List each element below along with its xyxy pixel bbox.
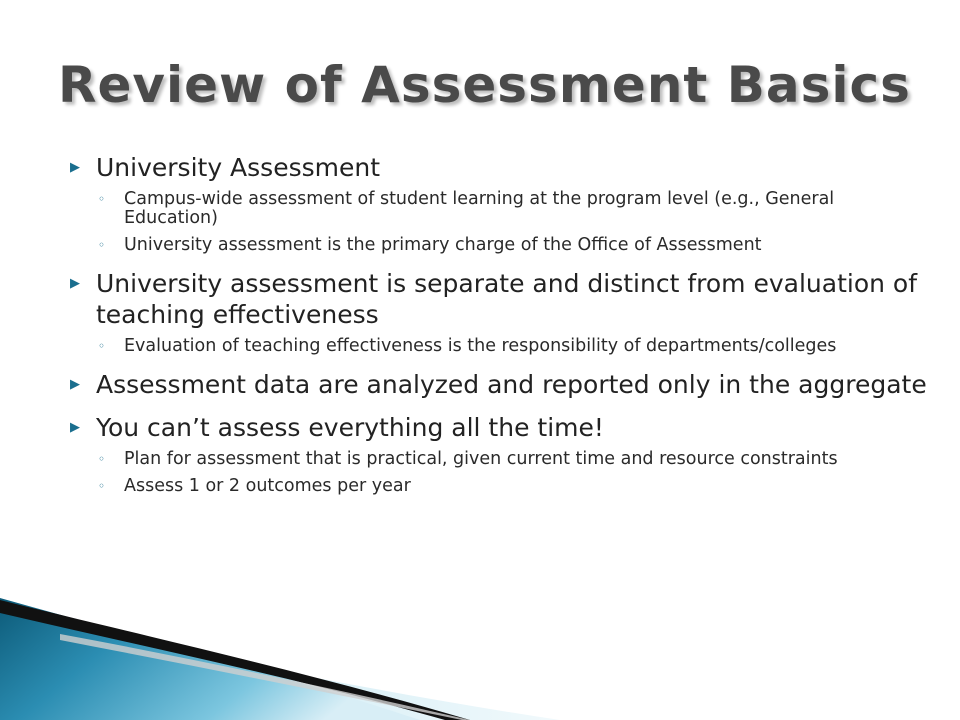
sub-bullet-item [70, 190, 930, 228]
triangle-bullet-icon: ▶ [70, 420, 80, 435]
circle-bullet-icon: ◦ [98, 479, 106, 493]
sub-bullet-text: Evaluation of teaching effectiveness is the responsibility of departments/colleges [124, 336, 837, 356]
sub-bullet-text: University assessment is the primary charge of the Office of Assessment [124, 235, 762, 255]
bullet-list [70, 152, 930, 496]
triangle-bullet-icon: ▶ [70, 276, 80, 291]
sub-bullet-text: Assess 1 or 2 outcomes per year [124, 476, 411, 496]
bullet-text: University Assessment [96, 153, 381, 182]
triangle-bullet-icon: ▶ [70, 160, 80, 175]
triangle-bullet-icon: ▶ [70, 377, 80, 392]
bullet-text: You can’t assess everything all the time! [96, 413, 604, 442]
bullet-item [70, 369, 930, 400]
bullet-item [70, 268, 930, 330]
sub-bullet-text: Campus-wide assessment of student learning at the program level (e.g., General Education) [124, 189, 835, 228]
bullet-text: University assessment is separate and distinct from evaluation of teaching effectiveness [96, 269, 917, 329]
sub-bullet-item [70, 477, 930, 496]
bullet-text: Assessment data are analyzed and reported only in the aggregate [96, 370, 927, 399]
sub-bullet-item [70, 236, 930, 255]
bullet-item [70, 412, 930, 443]
bullet-item [70, 152, 930, 183]
sub-bullet-text: Plan for assessment that is practical, given current time and resource constraints [124, 449, 838, 469]
sub-bullet-item [70, 450, 930, 469]
slide-title: Review of Assessment Basics [58, 56, 911, 114]
circle-bullet-icon: ◦ [98, 238, 106, 252]
circle-bullet-icon: ◦ [98, 452, 106, 466]
circle-bullet-icon: ◦ [98, 339, 106, 353]
circle-bullet-icon: ◦ [98, 192, 106, 206]
sub-bullet-item [70, 337, 930, 356]
